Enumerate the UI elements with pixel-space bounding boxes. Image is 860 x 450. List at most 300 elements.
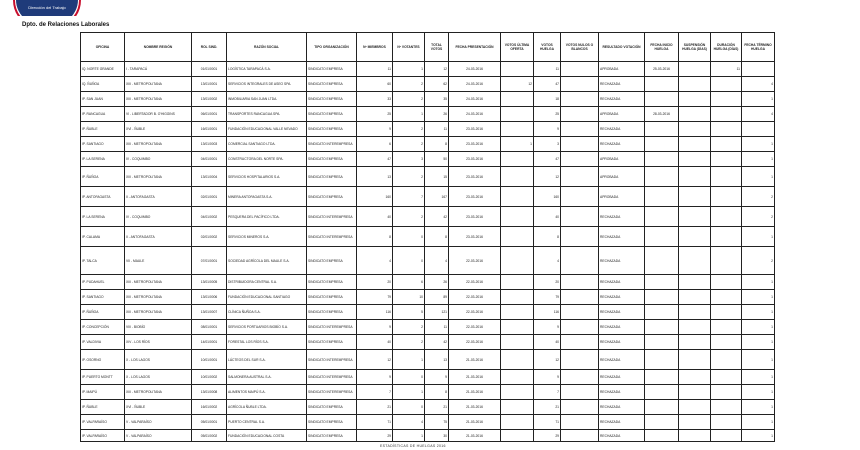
table-cell: 25 [534, 107, 561, 122]
table-cell: 60 [357, 77, 393, 92]
table-cell [679, 305, 711, 320]
table-cell [711, 77, 742, 92]
table-cell: 8 [425, 227, 449, 247]
table-cell: IP. VALPARAÍSO [81, 415, 125, 430]
table-cell: 13/01/0002 [192, 92, 227, 107]
table-cell: 12 [534, 167, 561, 187]
table-cell [679, 275, 711, 290]
table-cell [645, 137, 679, 152]
table-row [81, 350, 775, 370]
table-cell [711, 227, 742, 247]
table-cell [501, 92, 534, 107]
table-cell: SINDICATO INTEREMPRESA [307, 207, 357, 227]
table-cell: 14/01/0001 [192, 335, 227, 350]
table-cell: CONSTRUCTORA DEL NORTE SPA. [227, 152, 307, 167]
table-cell: RECHAZADA [599, 247, 645, 275]
table-cell: 13/01/0005 [192, 275, 227, 290]
table-cell [501, 415, 534, 430]
table-cell: IP. TALCA [81, 247, 125, 275]
table-cell: 2 [742, 187, 775, 207]
table-cell: IP. VALDIVIA [81, 335, 125, 350]
table-cell: 0 [393, 227, 425, 247]
table-cell [711, 137, 742, 152]
table-cell: 29 [534, 430, 561, 442]
table-cell: X - LOS LAGOS [125, 350, 192, 370]
table-cell [501, 187, 534, 207]
table-cell [679, 92, 711, 107]
table-cell: 4 [393, 415, 425, 430]
table-cell: 8 [425, 137, 449, 152]
table-cell: 1 [742, 335, 775, 350]
table-cell: SERVICIOS INTEGRALES DE ASEO SPA. [227, 77, 307, 92]
table-cell: RECHAZADA [599, 137, 645, 152]
table-cell: XIII - METROPOLITANA [125, 275, 192, 290]
table-cell: 1 [742, 290, 775, 305]
table-cell: 1 [742, 320, 775, 335]
table-cell: IP. CONCEPCIÓN [81, 320, 125, 335]
table-cell: IP. CALAMA [81, 227, 125, 247]
table-cell: 9 [357, 320, 393, 335]
table-cell: PUERTO CENTRAL S.A. [227, 415, 307, 430]
table-cell: 9 [534, 320, 561, 335]
table-cell: 08/01/0001 [192, 320, 227, 335]
table-cell: SINDICATO EMPRESA [307, 305, 357, 320]
table-cell [561, 207, 599, 227]
table-cell: FUNDACIÓN EDUCACIONAL COSTA [227, 430, 307, 442]
table-cell [645, 227, 679, 247]
table-cell: SINDICATO EMPRESA [307, 275, 357, 290]
table-cell: 0 [393, 247, 425, 275]
table-cell: IP. PUERTO MONTT [81, 370, 125, 385]
table-cell: 9 [425, 370, 449, 385]
table-cell: SINDICATO EMPRESA [307, 107, 357, 122]
table-cell: 04/01/0002 [192, 207, 227, 227]
table-cell: XIII - METROPOLITANA [125, 385, 192, 400]
table-cell [645, 430, 679, 442]
table-cell: 3 [534, 137, 561, 152]
table-cell: RECHAZADA [599, 320, 645, 335]
table-cell [645, 305, 679, 320]
table-cell: 06/01/0001 [192, 107, 227, 122]
table-cell: 22-03-2016 [449, 247, 501, 275]
table-cell: IP. LA SERENA [81, 152, 125, 167]
table-cell: RECHAZADA [599, 370, 645, 385]
table-cell: 22-03-2016 [449, 320, 501, 335]
table-cell: 25 [357, 107, 393, 122]
table-cell: IP. ÑUÑOA [81, 305, 125, 320]
table-cell: 4 [742, 107, 775, 122]
table-header-row [81, 33, 775, 62]
table-cell: 13/01/0003 [192, 137, 227, 152]
table-cell: 75 [425, 415, 449, 430]
column-header: ROL SIND. [192, 33, 227, 62]
table-cell [645, 247, 679, 275]
column-header: DURACIÓN HUELGA (DÍAS) [711, 33, 742, 62]
table-cell: 1 [393, 107, 425, 122]
table-cell: 0 [393, 370, 425, 385]
table-cell: V - VALPARAÍSO [125, 415, 192, 430]
table-cell: SINDICATO EMPRESA [307, 400, 357, 415]
table-cell: RECHAZADA [599, 400, 645, 415]
table-cell [679, 385, 711, 400]
table-cell: 23-03-2016 [449, 167, 501, 187]
table-cell: 42 [425, 335, 449, 350]
table-cell: SINDICATO EMPRESA [307, 247, 357, 275]
table-cell: IV - COQUIMBO [125, 207, 192, 227]
table-cell [561, 275, 599, 290]
table-cell: VI - LIBERTADOR B. O'HIGGINS [125, 107, 192, 122]
table-cell: 13/01/0007 [192, 305, 227, 320]
table-cell: 9 [534, 370, 561, 385]
table-cell: 2 [393, 167, 425, 187]
table-row [81, 227, 775, 247]
table-cell: 20 [357, 275, 393, 290]
table-cell [711, 122, 742, 137]
table-cell: 47 [534, 77, 561, 92]
table-cell: 1 [742, 385, 775, 400]
table-cell: 21 [425, 400, 449, 415]
table-cell: APROBADA [599, 107, 645, 122]
table-cell: RECHAZADA [599, 122, 645, 137]
table-cell: APROBADA [599, 167, 645, 187]
table-cell: 1 [742, 415, 775, 430]
table-cell: 11 [534, 62, 561, 77]
column-header: RAZÓN SOCIAL [227, 33, 307, 62]
table-cell [679, 227, 711, 247]
table-cell: 160 [357, 187, 393, 207]
table-cell: 116 [534, 305, 561, 320]
table-cell: 22-03-2016 [449, 305, 501, 320]
table-cell [679, 207, 711, 227]
table-cell: 22-03-2016 [449, 335, 501, 350]
table-cell [711, 187, 742, 207]
table-cell: 1 [393, 62, 425, 77]
table-cell: 12 [501, 77, 534, 92]
table-cell: RECHAZADA [599, 77, 645, 92]
table-cell: 0 [393, 400, 425, 415]
table-cell: 12 [534, 350, 561, 370]
table-cell: 1 [742, 430, 775, 442]
table-row [81, 207, 775, 227]
table-cell: IP. SANTIAGO [81, 137, 125, 152]
table-cell [561, 320, 599, 335]
table-cell: 1 [742, 350, 775, 370]
table-cell: 5 [393, 305, 425, 320]
table-cell: 2 [742, 247, 775, 275]
table-cell [679, 320, 711, 335]
table-cell [501, 305, 534, 320]
column-header: TIPO ORGANIZACIÓN [307, 33, 357, 62]
table-row [81, 247, 775, 275]
table-cell: XIV - LOS RÍOS [125, 335, 192, 350]
table-cell: 13/01/0001 [192, 77, 227, 92]
table-row [81, 430, 775, 442]
table-cell: 8 [357, 227, 393, 247]
table-cell: CLÍNICA ÑUÑOA S.A. [227, 305, 307, 320]
table-cell: 1 [393, 350, 425, 370]
table-cell [711, 290, 742, 305]
table-row [81, 370, 775, 385]
column-header: FECHA INICIO HUELGA [645, 33, 679, 62]
table-cell: 23-03-2016 [449, 187, 501, 207]
table-cell: 21-03-2016 [449, 350, 501, 370]
table-cell: X - LOS LAGOS [125, 370, 192, 385]
table-cell: 29 [357, 430, 393, 442]
table-cell [645, 187, 679, 207]
table-cell: APROBADA [599, 187, 645, 207]
table-cell: LOGÍSTICA TARAPACÁ S.A. [227, 62, 307, 77]
table-cell: 1 [742, 92, 775, 107]
column-header: VOTOS NULOS O BLANCOS [561, 33, 599, 62]
table-cell [561, 92, 599, 107]
table-cell: 6 [357, 137, 393, 152]
table-cell [501, 385, 534, 400]
table-cell: SERVICIOS HOSPITALARIOS S.A. [227, 167, 307, 187]
table-cell: 1 [742, 167, 775, 187]
column-header: FECHA PRESENTACIÓN [449, 33, 501, 62]
table-cell [561, 247, 599, 275]
table-cell: 71 [357, 415, 393, 430]
table-cell: 116 [357, 305, 393, 320]
table-cell: 11 [711, 62, 742, 77]
table-cell: 40 [357, 207, 393, 227]
table-cell: COMERCIAL SANTIAGO LTDA. [227, 137, 307, 152]
table-cell: FORESTAL LOS RÍOS S.A. [227, 335, 307, 350]
table-cell: 40 [534, 207, 561, 227]
table-cell: 05/01/0002 [192, 430, 227, 442]
table-cell: 62 [425, 77, 449, 92]
table-row [81, 415, 775, 430]
table-cell: SOCIEDAD AGRÍCOLA DEL MAULE S.A. [227, 247, 307, 275]
table-cell: 1 [742, 305, 775, 320]
table-cell: IP. SAN JUAN [81, 92, 125, 107]
table-cell: 47 [357, 152, 393, 167]
table-cell [501, 290, 534, 305]
table-cell: 4 [425, 247, 449, 275]
column-header: SUSPENSIÓN HUELGA (DÍAS) [679, 33, 711, 62]
table-cell: 12 [357, 350, 393, 370]
table-cell: XIII - METROPOLITANA [125, 305, 192, 320]
table-cell: 16/01/0002 [192, 400, 227, 415]
table-cell [679, 122, 711, 137]
table-cell: 30 [425, 430, 449, 442]
table-row [81, 137, 775, 152]
table-row [81, 275, 775, 290]
table-cell: 23-03-2016 [449, 122, 501, 137]
table-cell [679, 77, 711, 92]
table-row [81, 305, 775, 320]
table-cell: 167 [425, 187, 449, 207]
table-cell: IP. MAIPÚ [81, 385, 125, 400]
table-cell: RECHAZADA [599, 350, 645, 370]
table-cell: SINDICATO INTEREMPRESA [307, 227, 357, 247]
table-cell: SERVICIOS MINEROS S.A. [227, 227, 307, 247]
table-cell: 71 [534, 415, 561, 430]
table-cell [501, 430, 534, 442]
table-cell: SINDICATO INTEREMPRESA [307, 370, 357, 385]
table-cell: XIII - METROPOLITANA [125, 290, 192, 305]
table-cell: 07/01/0001 [192, 247, 227, 275]
table-cell: SINDICATO EMPRESA [307, 290, 357, 305]
table-cell: 1 [501, 137, 534, 152]
table-cell: 47 [534, 152, 561, 167]
department-title: Dpto. de Relaciones Laborales [22, 22, 110, 28]
table-cell: IP. LA SERENA [81, 207, 125, 227]
table-cell [711, 400, 742, 415]
table-cell [679, 107, 711, 122]
table-cell: SINDICATO INTEREMPRESA [307, 350, 357, 370]
table-cell: 1 [742, 227, 775, 247]
table-cell [561, 400, 599, 415]
table-cell: SINDICATO EMPRESA [307, 430, 357, 442]
table-cell [561, 290, 599, 305]
table-cell [501, 122, 534, 137]
table-cell: 2 [393, 77, 425, 92]
table-cell: I - TARAPACÁ [125, 62, 192, 77]
table-cell: 121 [425, 305, 449, 320]
table-cell: MINERA ANTOFAGASTA S.A. [227, 187, 307, 207]
table-cell [679, 167, 711, 187]
table-cell [501, 370, 534, 385]
table-cell: 21-03-2016 [449, 415, 501, 430]
table-cell: SINDICATO EMPRESA [307, 62, 357, 77]
table-cell: 10 [393, 290, 425, 305]
table-cell [645, 335, 679, 350]
table-cell [645, 415, 679, 430]
table-cell [645, 152, 679, 167]
table-cell: LÁCTEOS DEL SUR S.A. [227, 350, 307, 370]
table-cell [679, 400, 711, 415]
table-cell [679, 335, 711, 350]
column-header: VOTOS ÚLTIMA OFERTA [501, 33, 534, 62]
table-cell: 8 [425, 385, 449, 400]
column-header: Nº MIEMBROS [357, 33, 393, 62]
table-cell: 1 [742, 152, 775, 167]
table-cell [679, 370, 711, 385]
table-cell: 89 [425, 290, 449, 305]
table-cell: 21 [534, 400, 561, 415]
table-row [81, 107, 775, 122]
table-cell [711, 152, 742, 167]
table-row [81, 77, 775, 92]
table-row [81, 385, 775, 400]
table-cell [711, 350, 742, 370]
table-cell: 13/01/0008 [192, 385, 227, 400]
table-cell [679, 62, 711, 77]
table-cell [561, 227, 599, 247]
table-cell: SINDICATO INTEREMPRESA [307, 320, 357, 335]
table-cell: II - ANTOFAGASTA [125, 227, 192, 247]
table-cell [645, 385, 679, 400]
table-cell: II - ANTOFAGASTA [125, 187, 192, 207]
column-header: RESULTADO VOTACIÓN [599, 33, 645, 62]
table-cell: XIII - METROPOLITANA [125, 167, 192, 187]
table-cell: XVI - ÑUBLE [125, 122, 192, 137]
table-cell: 16/01/0001 [192, 122, 227, 137]
table-cell [501, 62, 534, 77]
table-cell: 7 [534, 385, 561, 400]
table-row [81, 122, 775, 137]
table-cell: 10/01/0002 [192, 370, 227, 385]
table-cell: 9 [357, 122, 393, 137]
table-cell [561, 107, 599, 122]
table-cell: 24-03-2016 [449, 62, 501, 77]
table-cell [645, 275, 679, 290]
table-cell: 21 [357, 400, 393, 415]
table-cell: APROBADA [599, 152, 645, 167]
table-cell: AGRÍCOLA ÑUBLE LTDA. [227, 400, 307, 415]
table-cell: SINDICATO EMPRESA [307, 92, 357, 107]
table-cell: 21-03-2016 [449, 385, 501, 400]
table-cell: 8 [534, 227, 561, 247]
table-cell: 11 [357, 62, 393, 77]
table-cell: 23-03-2016 [449, 152, 501, 167]
table-cell [501, 207, 534, 227]
table-cell: 79 [534, 290, 561, 305]
table-cell: SINDICATO EMPRESA [307, 415, 357, 430]
table-cell: SINDICATO EMPRESA [307, 335, 357, 350]
table-cell: 33 [357, 92, 393, 107]
table-cell: SINDICATO EMPRESA [307, 167, 357, 187]
table-cell: IP. ANTOFAGASTA [81, 187, 125, 207]
table-cell [501, 167, 534, 187]
table-cell [561, 152, 599, 167]
table-cell: 04/01/0001 [192, 152, 227, 167]
table-cell: 2 [742, 207, 775, 227]
table-cell [561, 335, 599, 350]
table-row [81, 152, 775, 167]
table-cell: 160 [534, 187, 561, 207]
table-cell [501, 107, 534, 122]
table-row [81, 92, 775, 107]
table-cell [501, 350, 534, 370]
table-cell: 21-03-2016 [449, 400, 501, 415]
table-cell: 13 [425, 350, 449, 370]
table-cell: RECHAZADA [599, 275, 645, 290]
direccion-trabajo-logo [12, 0, 82, 16]
table-cell [501, 152, 534, 167]
column-header: NOMBRE REGIÓN [125, 33, 192, 62]
table-cell [679, 430, 711, 442]
table-row [81, 167, 775, 187]
table-cell [645, 400, 679, 415]
table-cell: 22-03-2016 [449, 290, 501, 305]
table-cell: 13 [357, 167, 393, 187]
table-cell [645, 77, 679, 92]
table-cell: 6 [393, 275, 425, 290]
table-cell: 11 [425, 320, 449, 335]
table-row [81, 320, 775, 335]
table-cell: 21-03-2016 [449, 430, 501, 442]
table-cell: XVI - ÑUBLE [125, 400, 192, 415]
table-cell: RECHAZADA [599, 290, 645, 305]
table-cell: 18 [534, 92, 561, 107]
table-cell: 3 [393, 152, 425, 167]
table-cell: IQ. NORTE GRANDE [81, 62, 125, 77]
table-cell [711, 305, 742, 320]
table-cell [501, 400, 534, 415]
table-cell: IQ. ÑUÑOA [81, 77, 125, 92]
table-cell: IP. SANTIAGO [81, 290, 125, 305]
table-cell [645, 167, 679, 187]
table-cell [679, 247, 711, 275]
table-cell: XIII - METROPOLITANA [125, 92, 192, 107]
table-cell: 23-03-2016 [449, 207, 501, 227]
table-cell: 35 [425, 92, 449, 107]
table-cell: 1 [393, 430, 425, 442]
table-cell: RECHAZADA [599, 430, 645, 442]
table-cell: 24-03-2016 [449, 77, 501, 92]
